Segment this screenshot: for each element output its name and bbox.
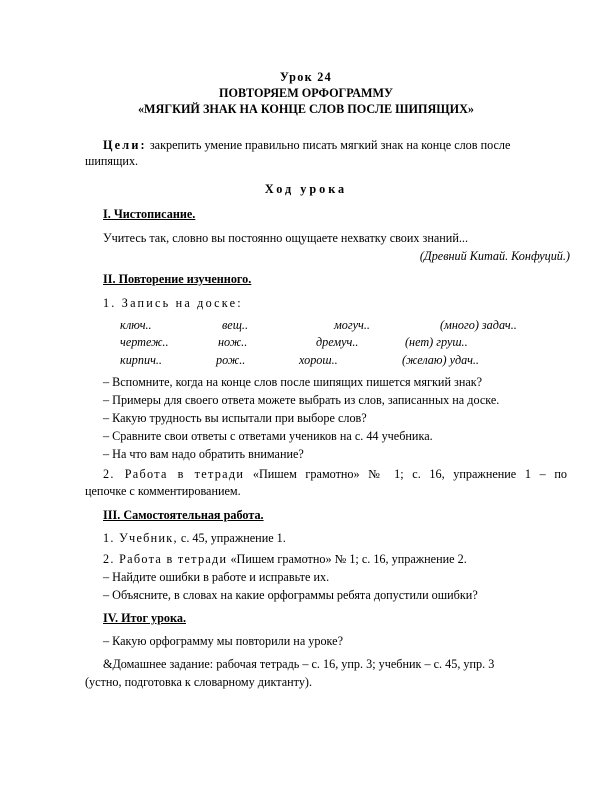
board-word: хорош.. [299,353,338,367]
board-word: ключ.. [120,318,152,332]
question-line: – Какую трудность вы испытали при выборе слов? [103,411,367,425]
workbook-task-label: 2. Работа в тетради [103,552,228,566]
question-line: – На что вам надо обратить внимание? [103,447,304,461]
section3-heading: III. Самостоятельная работа. [103,508,264,522]
board-word: дремуч.. [316,335,359,349]
board-word: чертеж.. [120,335,169,349]
goal-text: закрепить умение правильно писать мягкий знак на конце слов после [149,138,511,152]
quote-attribution: (Древний Китай. Конфуций.) [419,249,570,263]
board-word: рож.. [216,353,246,367]
notebook-task-label: 2. Работа в тетради [103,467,245,481]
section1-heading: I. Чистописание. [103,207,196,221]
lesson-title-line2: «МЯГКИЙ ЗНАК НА КОНЦЕ СЛОВ ПОСЛЕ ШИПЯЩИХ» [137,102,475,116]
instruction-line: – Объясните, в словах на какие орфограммы ребята допустили ошибки? [103,588,478,602]
board-word: кирпич.. [120,353,162,367]
summary-question: – Какую орфограмму мы повторили на уроке? [103,634,343,648]
notebook-task-text: «Пишем грамотно» № 1; с. 16, упражнение 1 – по [252,467,567,481]
board-word: (желаю) удач.. [402,353,479,367]
homework-text-continued: (устно, подготовка к словарному диктанту). [85,675,313,689]
board-word: (нет) груш.. [405,335,468,349]
question-line: – Вспомните, когда на конце слов после шипящих пишется мягкий знак? [103,375,483,389]
section4-heading: IV. Итог урока. [103,611,186,625]
homework-label: &Домашнее задание: [103,657,214,671]
goal-text-continued: шипящих. [85,154,139,168]
notebook-task-continued: цепочке с комментированием. [85,484,241,498]
lesson-title-line1: ПОВТОРЯЕМ ОРФОГРАММУ [219,86,393,100]
workbook-task-text: «Пишем грамотно» № 1; с. 16, упражнение 2. [230,552,467,566]
homework-paragraph [103,657,494,672]
homework-text: рабочая тетрадь – с. 16, упр. 3; учебник – с. 45, упр. 3 [216,657,495,671]
textbook-task [103,531,286,546]
lesson-number: Урок 24 [279,70,333,84]
board-word: (много) задач.. [440,318,517,332]
textbook-task-label: 1. Учебник, [103,531,178,545]
textbook-task-text: с. 45, упражнение 1. [180,531,286,545]
notebook-task-paragraph [103,467,567,482]
course-title: Ход урока [264,182,348,196]
workbook-task [103,552,467,567]
goal-paragraph [103,138,510,153]
board-word: нож.. [218,335,248,349]
goal-label: Цели: [103,138,147,152]
question-line: – Сравните свои ответы с ответами учеников на с. 44 учебника. [103,429,433,443]
board-task-label: 1. Запись на доске: [103,296,243,310]
board-word: вещ.. [222,318,248,332]
instruction-line: – Найдите ошибки в работе и исправьте их. [103,570,330,584]
question-line: – Примеры для своего ответа можете выбрать из слов, записанных на доске. [103,393,500,407]
section2-heading: II. Повторение изученного. [103,272,252,286]
quote: Учитесь так, словно вы постоянно ощущаете нехватку своих знаний... [103,231,468,245]
board-word: могуч.. [334,318,370,332]
